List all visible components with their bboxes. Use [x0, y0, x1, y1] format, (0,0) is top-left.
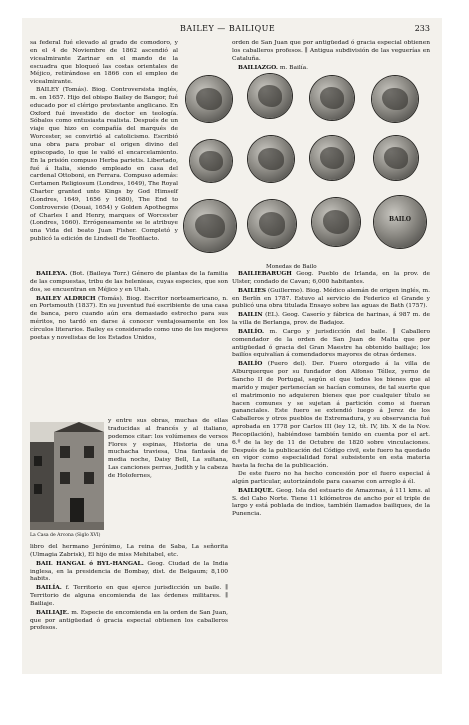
entry-text: m. Especie de encomienda en la orden de San Juan, que por antigüedad ó gracia especial obtienen los caballeros profesos.: [30, 609, 228, 632]
entry-headword: BAILEYA.: [36, 270, 68, 277]
dictionary-entry: [30, 295, 228, 343]
entry-headword: BAILEY ALDRICH: [36, 294, 96, 302]
entry-headword: BAILÍA.: [36, 584, 62, 592]
entry-headword: BAILIN: [238, 311, 263, 319]
entry-text: y entre sus obras, muchas de ellas traducidas al francés y al italiano, podemos citar: los volúmenes de versos Flores y espinas, Historia de una muchacha traviesa, Una fantasía de media noche, Daisy Bell, La sultana, Las canciones perras, Judith y la cabeza de Holofernes,: [108, 418, 228, 479]
coin-image: [374, 136, 418, 180]
coin-image: [310, 76, 354, 120]
entry-text: (Fuero del). Der. Fuero otorgado á la villa de Alburquerque por su fundador don Alfonso Téllez, yerno de Sancho II de Portugal, según el que todos los bienes que al marido y mujer pertenecían se hacían comunes, de tal suerte que el matrimonio no adquieren bienes que por cualquier título se hacen comunes y se sujetan á partición como si fueran gananciales. Este fuero se extendió luego á Jerez de los Caballeros y otros pueblos de Extremadura, y su observancia fué aprobada en 1778 por Carlos III (ley 12, tít. IV, lib. X de la Nov. Recopilación), habiéndose también tenido en cuenta por el art. 6.º de la ley de 11 de Octubre de 1820 sobre vinculaciones. Después de la publicación del Código civil, este fuero ha quedado en vigor como especialidad foral subsistente en esta materia hasta la fecha de la publicación.: [232, 361, 430, 470]
entry-headword: BAILIEBARUGH: [238, 270, 292, 277]
left-column-mid: [30, 270, 228, 418]
coin-legend: BAILO: [389, 215, 411, 223]
coin-image: [184, 200, 236, 252]
entry-text: De este fuero no ha hecho concesión por el fuero especial á algún particular, autorizándole para casarse con arreglo á él.: [232, 471, 430, 485]
dictionary-entry: [232, 328, 430, 360]
entry-text: (EL). Geog. Caserío y fábrica de harinas, á 987 m. de la villa de Berlanga, prov. de Badajoz.: [232, 312, 430, 327]
house-engraving: [30, 422, 104, 530]
running-head: [30, 24, 430, 36]
entry-headword: BAILIQUE.: [238, 486, 275, 494]
entry-text: orden de San Juan que por antigüedad ó gracia especial obtienen los caballeros profesos. ∥ Antigua subdivisión de las veguerías en Cataluña.: [232, 40, 430, 62]
entry-text: (Bot. (Baileya Torr.) Género de plantas de la familia de las compuestas, tribu de las helenieas, cuyas especies, que son dos, se encuentran en Méjico y en Utah.: [30, 271, 228, 293]
dictionary-entry: [232, 487, 430, 519]
left-column-top: [30, 40, 178, 270]
house-caption: La Casa de Arcona (Siglo XVI): [30, 533, 101, 538]
left-column-narrow: [108, 418, 228, 544]
right-column-top: [232, 40, 430, 71]
entry-text: Geog. Pueblo de Irlanda, en la prov. de Ulster, condado de Cavan; 6,000 habitantes.: [232, 271, 430, 285]
entry-text: (Guillermo). Biog. Médico alemán de origen inglés, m. en Berlín en 1787. Estuvo al servicio de Federico el Grande y publicó una obra titulada Ensayo sobre las aguas de Bath (1757).: [232, 287, 430, 310]
coin-image: [312, 198, 360, 246]
coin-image: [372, 76, 418, 122]
coin-image: [374, 196, 426, 248]
dictionary-entry: [232, 287, 430, 312]
dictionary-entry: [232, 311, 430, 328]
page-number: 233: [414, 24, 430, 33]
dictionary-entry: [232, 270, 430, 287]
entry-text: libro del hermano Jerónimo, La reina de Saba, La señorita (Ulmagia Zabrisk), El hijo de miss Mehitabel, etc.: [30, 544, 228, 558]
dictionary-entry: [30, 270, 228, 295]
entry-headword: BAILÍO: [238, 360, 263, 368]
entry-text: BAILEY (Tomás). Biog. Controversista inglés, m. en 1657. Hijo del obispo Bailey de Bangor, fué educado por el clérigo protestante anglicano. En Oxford fué investido de doctor en teología. Sóbalos como entusiasta realista. Después de un viaje que hizo en compañía del marqués de Worcester, se convirtió al catolicismo. Escribió una obra para probar el origen divino del episcopado, lo que le valió el encarcelamiento. En la prisión compuso Herba parietis. Libertado, fué á Italia, siendo empleado en casa del cardenal Ottoboni, en Ferrara. Compuso además: Certamen Religiosum (Londres, 1649), The Royal Charter granted unto Kings by God Himself (Londres, 1649, 1656 y 1680), The End to Controversie (Douai, 1654) y Golden Apothegms of Charles I and Henry, marques of Worcester (Londres, 1660). Errógeneamente se le atribuye una Vida del beato Juan Fisher. Completó y publicó la edición de Lindsell de Teofilacto.: [30, 87, 178, 243]
coin-image: [248, 136, 294, 182]
coin-image: [190, 140, 232, 182]
entry-text: (Tomás). Biog. Escritor norteamericano, n. en Portsmouth (1837). En su juventud fué escribiente de una casa de banca, pero cuando aún era demasiado estrecho para sus méritos, no tardó en darse á conocer ventajosamente en los círculos literarios. Bailey es considerado como uno de los mejores poetas y novelistas de los Estados Unidos,: [30, 295, 228, 341]
entry-headword: BAILIES: [238, 286, 266, 294]
dictionary-entry: [30, 584, 228, 609]
running-title: BAILEY — BAILIQUE: [180, 24, 276, 33]
dictionary-entry: [30, 609, 228, 634]
coin-image: [248, 74, 292, 118]
entry-text: Geog. Isla del estuario de Amazonas, á 111 kms. al S. del Cabo Norte. Tiene 11 kilómetros de ancho por el triple de largo y está poblada de indios, también llamados bailiques, de la Punencia.: [232, 487, 430, 518]
left-column-bottom: [30, 544, 228, 664]
coins-caption: Monedas de Bailo: [266, 264, 317, 270]
entry-text: f. Territorio en que ejerce jurisdicción un baile. ∥ Territorio de alguna encomienda de las órdenes militares. ∥ Bailiaje.: [30, 585, 228, 607]
entry-headword: BAILIAJE.: [36, 608, 70, 616]
entry-text: sa federal fué elevado al grado de comodoro, y en el 4 de Noviembre de 1862 ascendió al vicealmirante Zarinar en el mando de la escuadra que bloqueó las costas orientales de Méjico, retirándose en 1866 con el empleo de vicealmirante.: [30, 40, 178, 86]
entry-headword: BAIL HANGAL ó BYL-HANGAL.: [36, 559, 144, 567]
coin-image: [310, 136, 354, 180]
dictionary-entry: [232, 360, 430, 471]
dictionary-entry: [30, 560, 228, 585]
entry-headword: BAILÍO.: [238, 327, 265, 335]
entry-text: m. Cargo y jurisdicción del baile. ∥ Caballero comendador de la orden de San Juan de Malta que por antigüedad ó gracia del Gran Maestre ha obtenido bailiaje; los bailíos equivalían á comendadores mayores de otras órdenes.: [232, 328, 430, 359]
coin-image: [186, 76, 232, 122]
right-column: [232, 270, 430, 670]
coin-image: [248, 200, 296, 248]
house-illustration: [30, 422, 104, 530]
entry-text: Geog. Ciudad de la India inglesa, en la presidencia de Bombay, dist. de Belgaum; 8,100 habits.: [30, 560, 229, 583]
entry-text: m. Bailía.: [279, 64, 309, 71]
entry-headword: BAILIAZGO.: [238, 63, 278, 71]
coins-illustration: [182, 72, 430, 262]
